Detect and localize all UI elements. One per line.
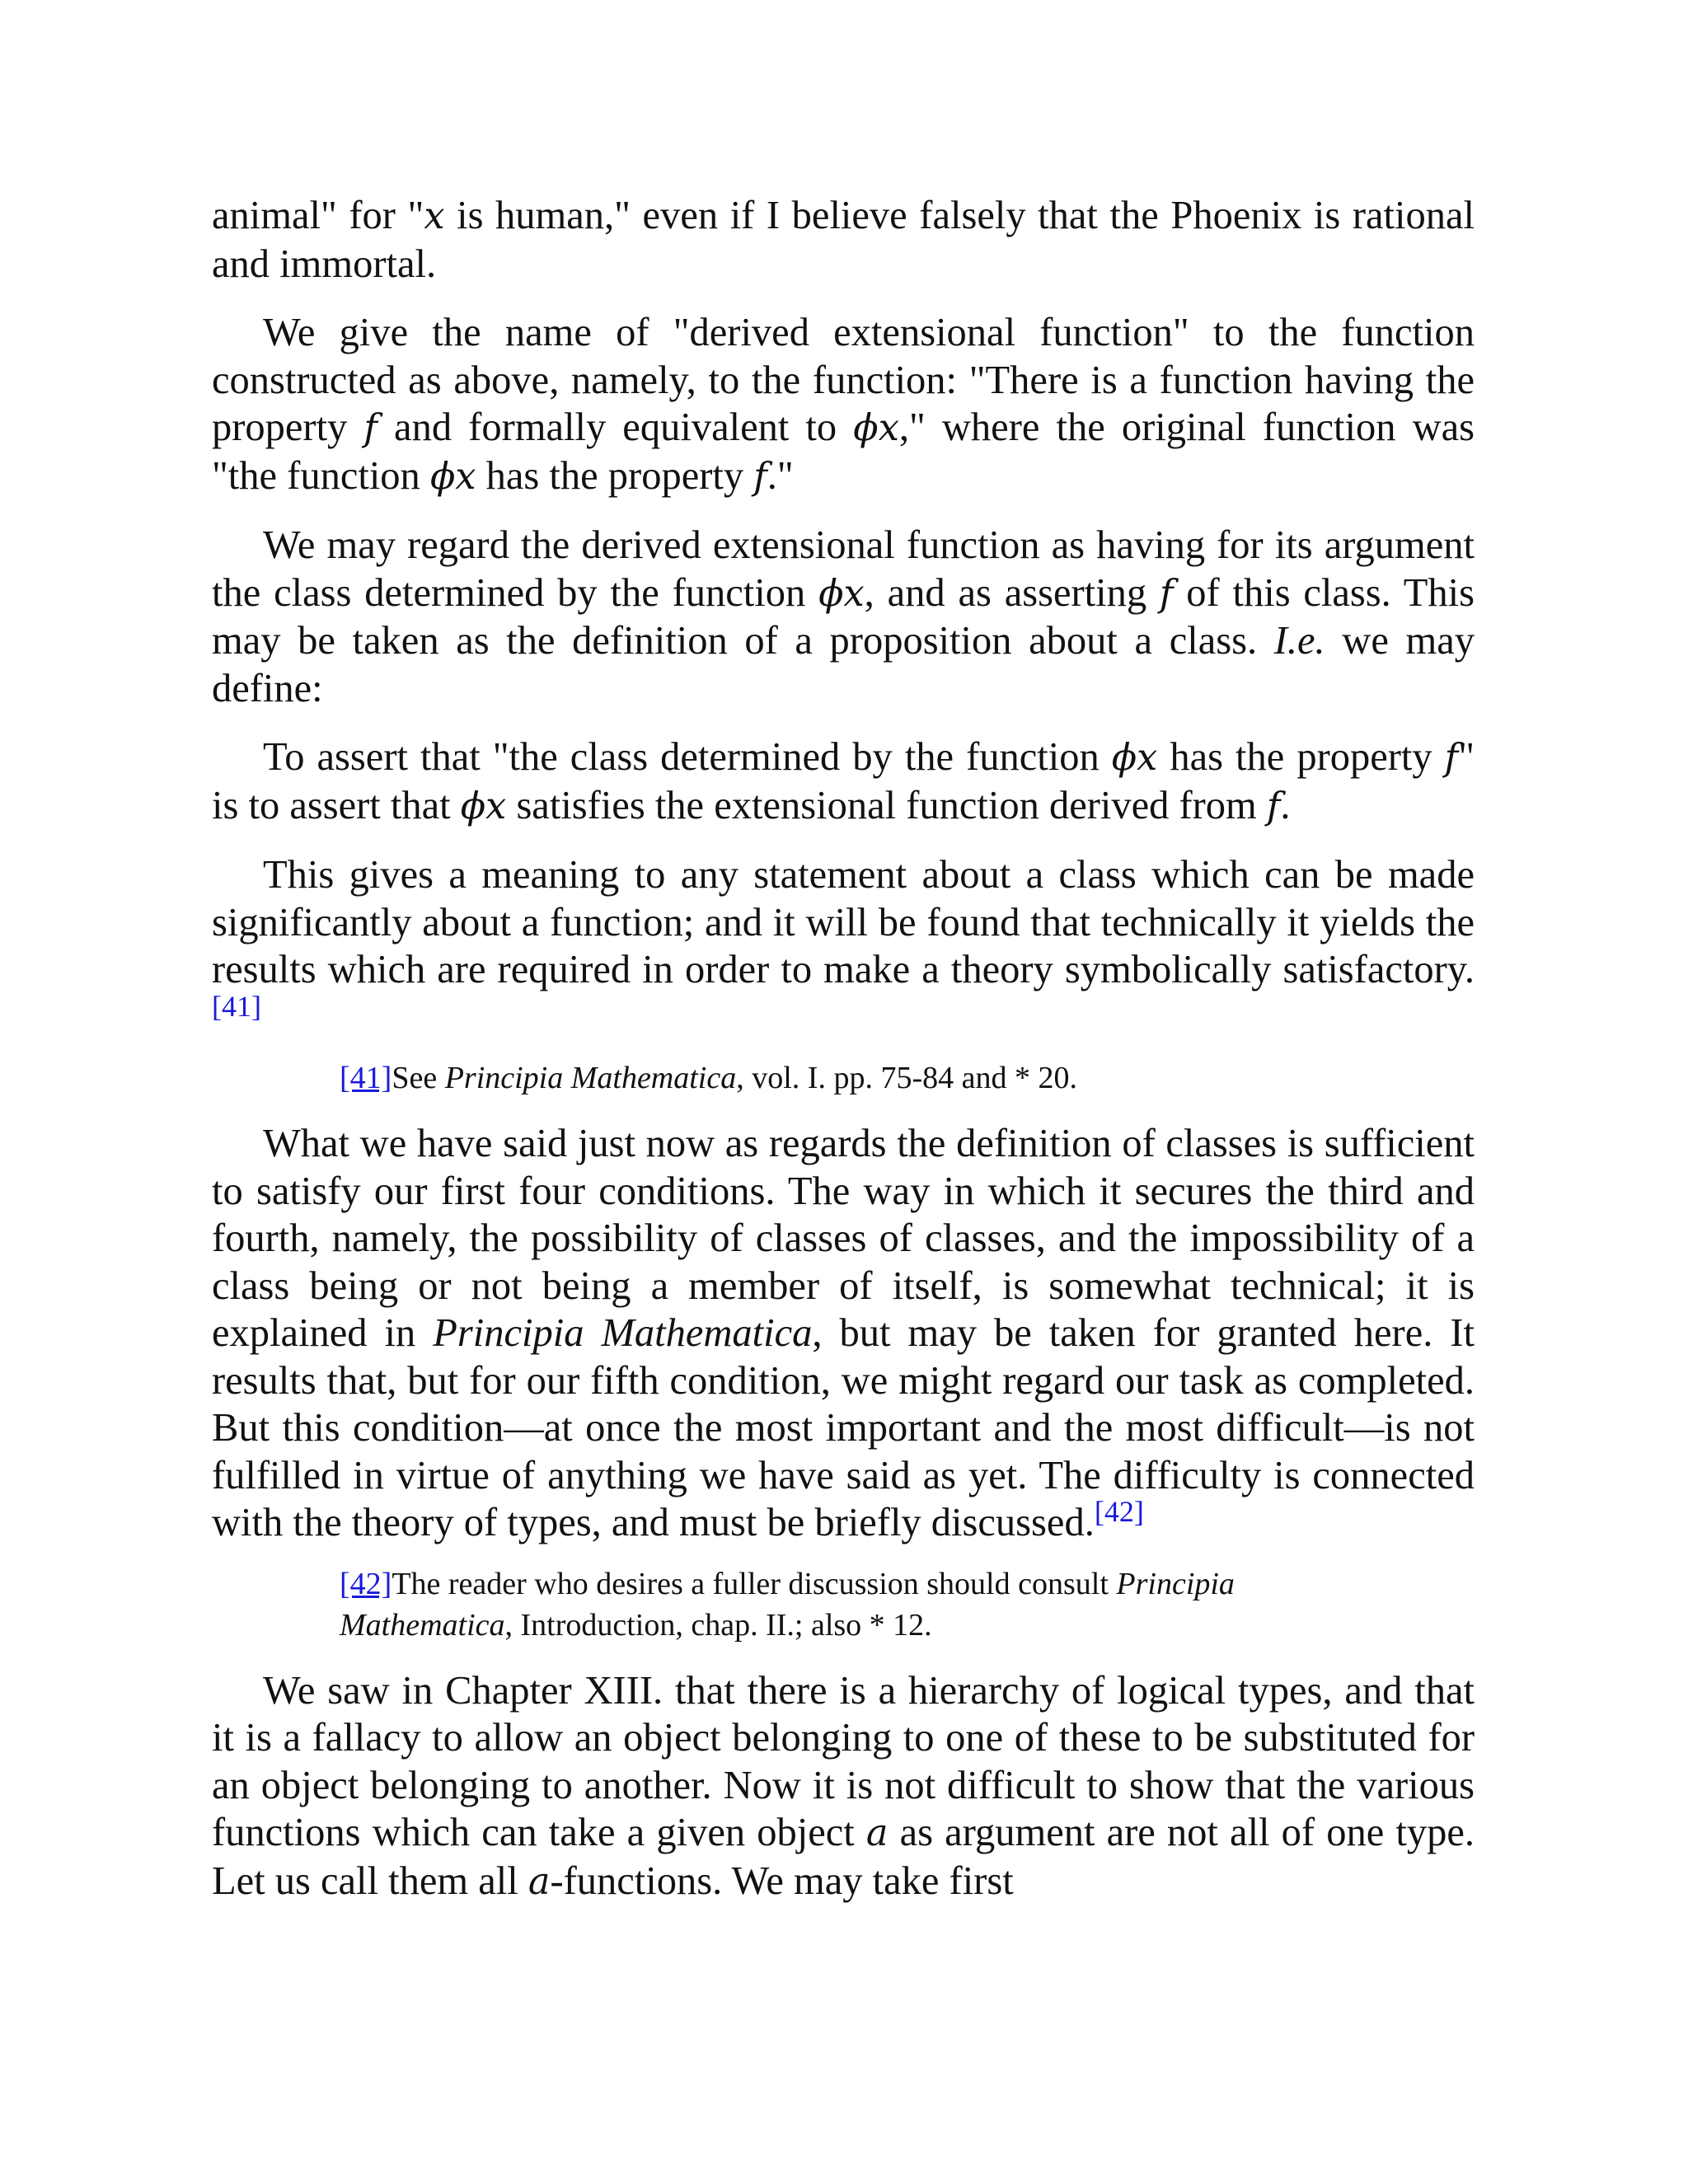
math-variable-x: x [424,194,445,237]
text-run: ," where the original function was "the function [212,405,1475,498]
text-run: . [1280,783,1291,827]
italic-title: Principia Mathematica [340,1566,1235,1643]
text-run: animal" for " [212,194,424,237]
math-variable-a: a [865,1811,889,1854]
paragraph-1 [212,192,1475,288]
math-phi-x: ϕx [460,784,507,827]
text-run: We give the name of "derived extensional function" to the function constructed as above, namely, to the function: "There is a function having the property [212,311,1475,449]
text-run: and formally equivalent to [377,405,854,449]
text-run: What we have said just now as regards the definition of classes is sufficient to satisfy our first four conditions. The way in which it secures the third and fourth, namely, the possibility of classes of classes, and the impossibility of a class being or not being a member of itself, is somewhat technical; it is explained in [212,1122,1475,1355]
text-run: This gives a meaning to any statement about a class which can be made significantly about a function; and it will be found that technically it yields the results which are required in order to make a theory symbolically satisfactory. [212,853,1475,991]
text-run: To assert that "the class determined by the function [263,735,1112,779]
italic-ie: I.e. [1273,619,1325,663]
footnote-link-42[interactable]: [42] [340,1566,392,1601]
text-run: See [392,1061,445,1095]
italic-title: Principia Mathematica [433,1311,813,1355]
text-run: as argument are not all of one type. Let us call them all [212,1811,1475,1903]
math-variable-a: a [528,1859,551,1903]
text-run: has the property [1157,735,1445,779]
text-run: , vol. I. pp. 75-84 and * 20. [736,1061,1077,1095]
text-run: is human," even if I believe falsely that the Phoenix is rational and immortal. [212,194,1475,286]
text-run: , but may be taken for granted here. It results that, but for our fifth condition, we might regard our task as completed. But this condition—at once the most important and the most difficult—is not fulfilled in virtue of anything we have said as yet. The difficulty is connected with the theory of types, and must be briefly discussed. [212,1311,1475,1544]
text-run: has the property [476,453,754,498]
math-variable-f: f [1159,571,1174,615]
paragraph-5 [212,851,1475,1041]
math-variable-f: f [1444,736,1459,779]
text-run: " is to assert that [212,735,1475,827]
text-run: The reader who desires a fuller discussion should consult [392,1566,1117,1601]
footnote-ref-41[interactable]: [41] [212,989,261,1023]
text-run: , Introduction, chap. II.; also * 12. [504,1607,932,1643]
paragraph-7 [212,1667,1475,1906]
text-run: satisfies the extensional function derived from [506,783,1267,827]
paragraph-2 [212,309,1475,500]
paragraph-4 [212,733,1475,830]
math-phi-x: ϕx [818,571,865,615]
text-run: ." [767,453,794,498]
footnote-41 [340,1057,1370,1099]
math-phi-x: ϕx [1111,736,1158,779]
text-run: -functions. We may take first [550,1858,1014,1903]
math-variable-f: f [363,406,377,449]
paragraph-6 [212,1120,1475,1547]
text-run: we may define: [212,619,1475,710]
math-phi-x: ϕx [853,406,899,449]
text-run: of this class. This may be taken as the definition of a proposition about a class. [212,570,1475,663]
text-run: We may regard the derived extensional function as having for its argument the class determined by the function [212,523,1475,615]
italic-title: Principia Mathematica [444,1061,737,1095]
text-run: We saw in Chapter XIII. that there is a hierarchy of logical types, and that it is a fallacy to allow an object belonging to one of these to be substituted for an object belonging to another. Now it is not difficult to show that the various functions which can take a given object [212,1668,1475,1854]
footnote-42 [340,1563,1370,1646]
text-run: , and as asserting [864,570,1160,615]
footnote-link-41[interactable]: [41] [340,1061,392,1095]
math-phi-x: ϕx [429,454,476,498]
footnote-ref-42[interactable]: [42] [1094,1495,1144,1528]
math-variable-f: f [1266,784,1281,827]
math-variable-f: f [753,454,767,498]
page-content [212,192,1475,1927]
paragraph-3 [212,522,1475,712]
